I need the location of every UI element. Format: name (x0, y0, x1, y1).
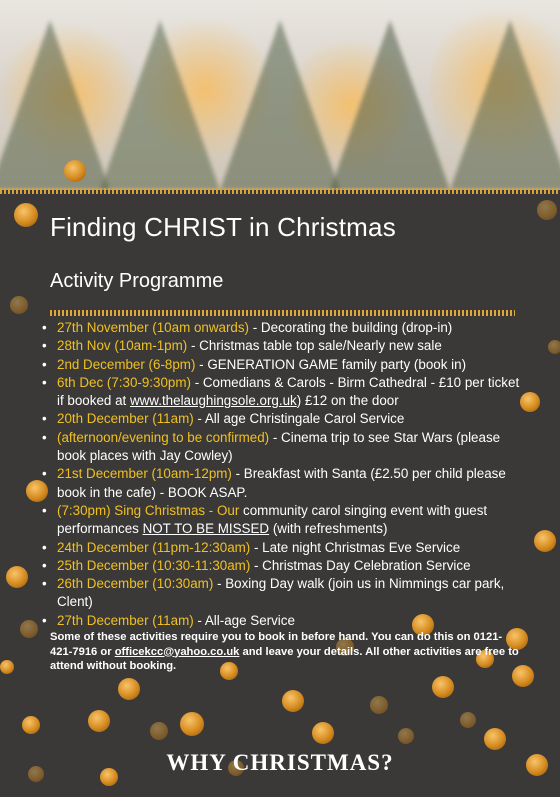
bokeh-light (180, 712, 204, 736)
bokeh-light (118, 678, 140, 700)
page-subtitle: Activity Programme (50, 270, 224, 292)
activity-date: 6th Dec (7:30-9:30pm) (57, 374, 191, 390)
bokeh-light (534, 530, 556, 552)
christmas-tree-image (100, 20, 220, 190)
gold-dashed-rule (50, 310, 515, 316)
list-item (42, 502, 522, 539)
activity-description: - Christmas table top sale/Nearly new sale (187, 338, 442, 354)
activity-date: 24th December (11pm-12:30am) (57, 539, 251, 555)
christmas-tree-image (0, 20, 110, 190)
booking-note (50, 630, 520, 674)
activity-description: - Decorating the building (drop-in) (249, 320, 453, 335)
bokeh-light (10, 296, 28, 314)
bokeh-light (537, 200, 557, 220)
activity-description: - Boxing Day walk (join us in Nimmings car park, Clent) (57, 576, 505, 610)
booking-note-text: Some of these activities require you to book in before hand. You can do this on 0121-421-7916 or (50, 631, 503, 658)
activity-description: - Christmas Day Celebration Service (250, 557, 471, 573)
list-item (42, 575, 522, 612)
christmas-tree-image (220, 20, 340, 190)
bokeh-light (484, 728, 506, 750)
header-photo (0, 0, 560, 190)
activity-description: - All-age Service (193, 612, 295, 628)
activity-description: - GENERATION GAME family party (book in) (195, 356, 467, 372)
activity-date: 28th Nov (10am-1pm) (57, 338, 188, 354)
activity-date: 2nd December (6-8pm) (57, 356, 196, 372)
bokeh-light (88, 710, 110, 732)
christmas-tree-image (330, 20, 450, 190)
list-item (42, 337, 522, 355)
list-item (42, 539, 522, 557)
activity-description: - Late night Christmas Eve Service (250, 539, 461, 555)
activity-description: - Comedians & Carols - Birm Cathedral - £10 per ticket if booked at (57, 374, 520, 409)
activity-date: 26th December (10:30am) (57, 576, 214, 592)
list-item (42, 465, 522, 502)
activity-list (42, 319, 522, 630)
christmas-tree-image (450, 20, 560, 190)
list-item (42, 429, 522, 466)
activity-date: 20th December (11am) (57, 411, 194, 427)
bokeh-light (6, 566, 28, 588)
list-item (42, 410, 522, 428)
activity-date: 27th November (10am onwards) (57, 320, 250, 335)
activity-date: 21st December (10am-12pm) (57, 466, 232, 482)
gold-divider (0, 188, 560, 194)
bokeh-light (460, 712, 476, 728)
list-item (42, 612, 522, 630)
list-item (42, 557, 522, 575)
bokeh-light (0, 660, 14, 674)
bokeh-light (22, 716, 40, 734)
bokeh-light (312, 722, 334, 744)
bokeh-light (282, 690, 304, 712)
activity-date: (afternoon/evening to be confirmed) (57, 429, 270, 445)
activity-date: 25th December (10:30-11:30am) (57, 557, 251, 573)
bokeh-light (370, 696, 388, 714)
bokeh-light (432, 676, 454, 698)
bokeh-light (64, 160, 86, 182)
activity-description-end: (with refreshments) (269, 521, 388, 537)
footer-heading: WHY CHRISTMAS? (166, 750, 394, 775)
activity-date: (7:30pm) Sing Christmas - Our (57, 502, 240, 518)
activity-description: - Cinema trip to see Star Wars (please book places with Jay Cowley) (57, 429, 501, 464)
page-title: Finding CHRIST in Christmas (50, 212, 396, 242)
bokeh-light (14, 203, 38, 227)
activity-description: - Breakfast with Santa (£2.50 per child please book in the cafe) - BOOK ASAP. (57, 466, 506, 500)
activity-description: community carol singing event with guest performances (57, 502, 488, 537)
activity-description-end: ) £12 on the door (296, 393, 399, 409)
list-item (42, 319, 522, 337)
list-item (42, 374, 522, 411)
booking-note-text-end: and leave your details. All other activities are free to attend without booking. (50, 645, 519, 672)
email-link[interactable]: officekcc@yahoo.co.uk (114, 645, 240, 658)
bokeh-light (150, 722, 168, 740)
emphasis-text: NOT TO BE MISSED (142, 521, 270, 537)
bokeh-light (20, 620, 38, 638)
bokeh-light (398, 728, 414, 744)
list-item (42, 356, 522, 374)
bokeh-light (548, 340, 560, 354)
activity-date: 27th December (11am) (57, 612, 194, 628)
bokeh-light (520, 392, 540, 412)
website-link[interactable]: www.thelaughingsole.org.uk (129, 393, 297, 409)
activity-description: - All age Christingale Carol Service (193, 411, 405, 427)
